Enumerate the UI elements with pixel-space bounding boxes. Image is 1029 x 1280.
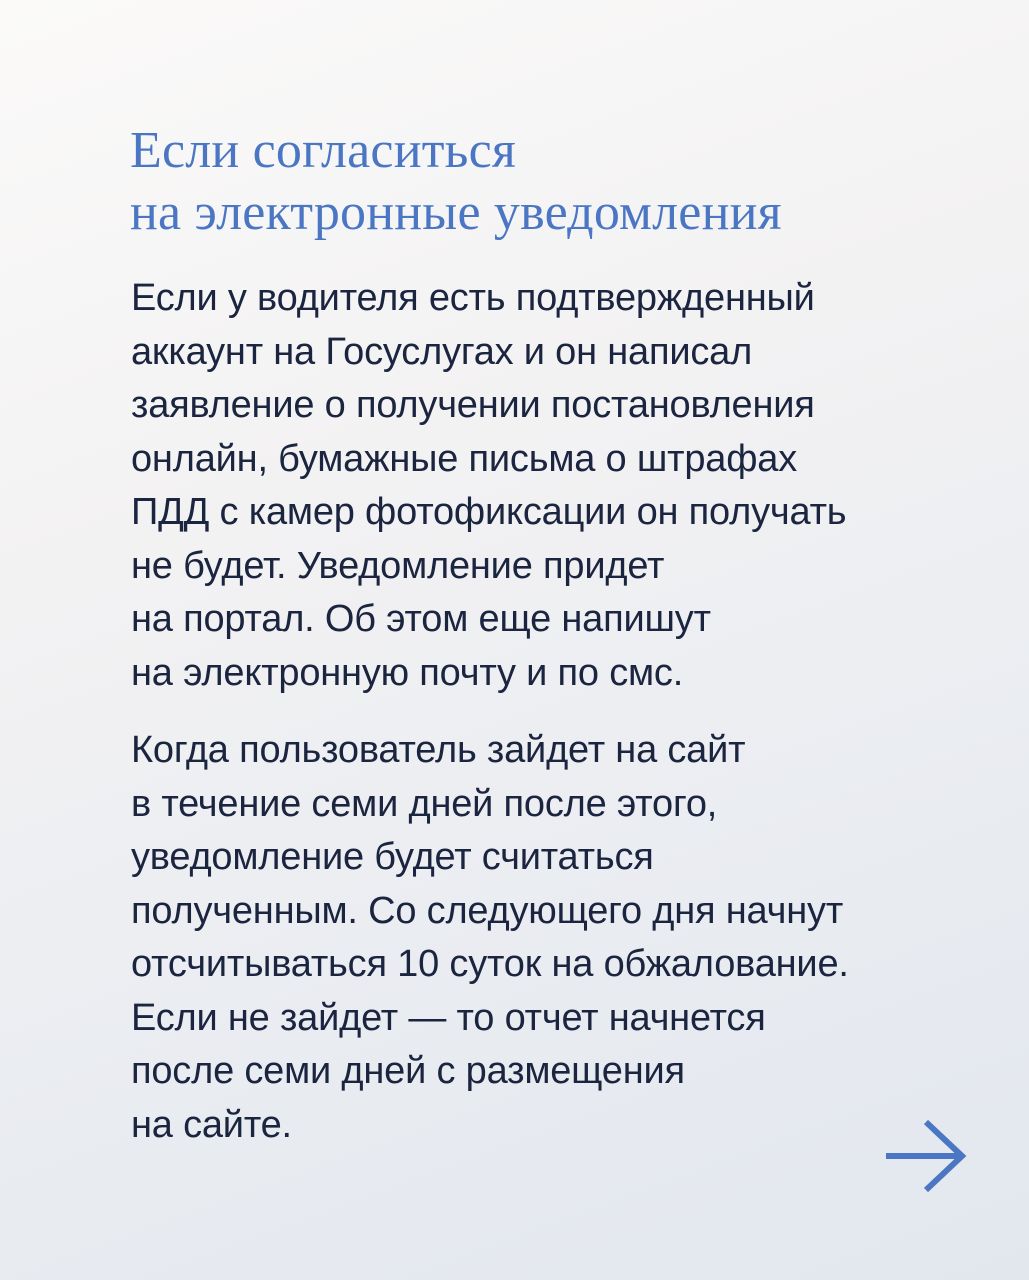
paragraph-line: полученным. Со следующего дня начнут xyxy=(131,889,844,932)
paragraph-line: в течение семи дней после этого, xyxy=(131,782,718,825)
paragraph-line: не будет. Уведомление придет xyxy=(131,544,665,587)
paragraph-line: Если у водителя есть подтвержденный xyxy=(131,277,815,319)
paragraph-line: онлайн, бумажные письма о штрафах xyxy=(131,437,797,480)
slide-heading xyxy=(130,120,782,244)
paragraph-line: Когда пользователь зайдет на сайт xyxy=(131,729,746,771)
paragraph-line: на сайте. xyxy=(131,1103,292,1146)
paragraph-electronic-notice xyxy=(131,272,846,700)
paragraph-appeal-period xyxy=(131,724,849,1152)
paragraph-line: ПДД с камер фотофиксации он получать xyxy=(131,491,847,533)
paragraph-line: на электронную почту и по смс. xyxy=(131,651,684,694)
heading-line: на электронные уведомления xyxy=(130,184,782,241)
paragraph-line: уведомление будет считаться xyxy=(131,836,654,878)
heading-line: Если согласиться xyxy=(130,122,516,179)
paragraph-line: заявление о получении постановления xyxy=(131,384,815,426)
paragraph-line: отсчитываться 10 суток на обжалование. xyxy=(131,943,849,985)
arrow-right-icon[interactable] xyxy=(884,1118,968,1194)
paragraph-line: аккаунт на Госуслугах и он написал xyxy=(131,330,753,373)
paragraph-line: Если не зайдет — то отчет начнется xyxy=(131,996,766,1039)
paragraph-line: после семи дней с размещения xyxy=(131,1050,685,1092)
paragraph-line: на портал. Об этом еще напишут xyxy=(131,598,711,640)
